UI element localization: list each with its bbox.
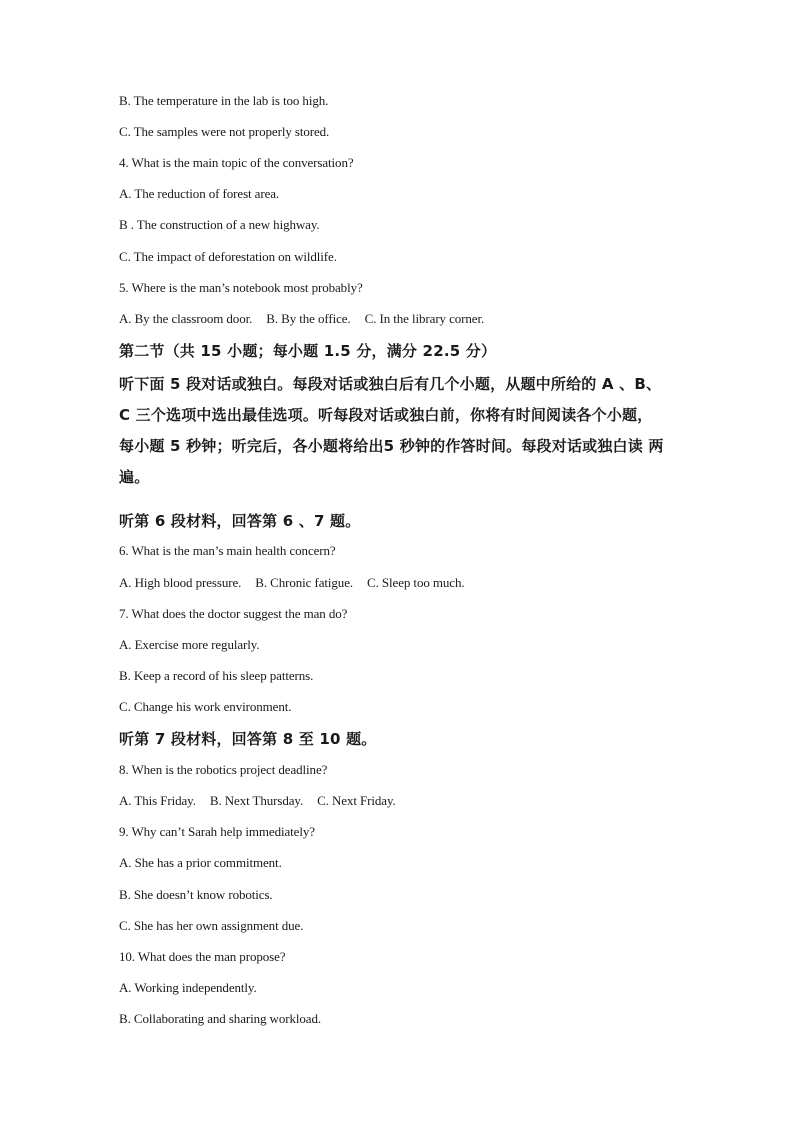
q8-option-b: B. Next Thursday. [209, 793, 304, 808]
q5-stem: 5. Where is the man’s notebook most probably? [119, 280, 363, 295]
q10-stem: 10. What does the man propose? [119, 949, 286, 964]
q8-option-a: A. This Friday. [119, 793, 196, 808]
passage6-heading: 听第 6 段材料，回答第 6 、7 题。 [119, 512, 361, 530]
q7-option-c: C. Change his work environment. [119, 699, 292, 714]
q9-option-c: C. She has her own assignment due. [119, 918, 304, 933]
q7-option-a: A. Exercise more regularly. [119, 637, 260, 652]
q9-option-a: A. She has a prior commitment. [119, 855, 282, 870]
q6-option-a: A. High blood pressure. [119, 575, 242, 590]
q10-option-b: B. Collaborating and sharing workload. [119, 1011, 321, 1026]
q7-stem: 7. What does the doctor suggest the man do? [119, 606, 348, 621]
q3-option-b: B. The temperature in the lab is too high. [119, 93, 329, 108]
q5-options [119, 311, 484, 327]
q5-option-c: C. In the library corner. [364, 311, 485, 326]
section2-instructions-line-4: 遍。 [119, 468, 150, 486]
q8-stem: 8. When is the robotics project deadline? [119, 762, 328, 777]
q4-stem: 4. What is the main topic of the conversation? [119, 155, 354, 170]
q8-options [119, 793, 396, 809]
q8-option-c: C. Next Friday. [317, 793, 396, 808]
q5-option-a: A. By the classroom door. [119, 311, 253, 326]
q9-option-b: B. She doesn’t know robotics. [119, 887, 273, 902]
section2-instructions-line-2: C 三个选项中选出最佳选项。听每段对话或独白前，你将有时间阅读各个小题， [119, 406, 653, 424]
q3-option-c: C. The samples were not properly stored. [119, 124, 330, 139]
section2-instructions-line-1: 听下面 5 段对话或独白。每段对话或独白后有几个小题，从题中所给的 A 、B、 [119, 375, 662, 393]
section2-heading: 第二节（共 15 小题；每小题 1.5 分，满分 22.5 分） [119, 342, 497, 360]
q6-option-c: C. Sleep too much. [367, 575, 465, 590]
passage7-heading: 听第 7 段材料，回答第 8 至 10 题。 [119, 730, 377, 748]
q9-stem: 9. Why can’t Sarah help immediately? [119, 824, 315, 839]
q6-stem: 6. What is the man’s main health concern? [119, 543, 336, 558]
q4-option-b: B . The construction of a new highway. [119, 217, 320, 232]
q5-option-b: B. By the office. [266, 311, 351, 326]
q6-options [119, 575, 465, 591]
q4-option-c: C. The impact of deforestation on wildlife. [119, 249, 337, 264]
q6-option-b: B. Chronic fatigue. [255, 575, 354, 590]
section2-instructions-line-3: 每小题 5 秒钟；听完后，各小题将给出5 秒钟的作答时间。每段对话或独白读 两 [119, 437, 664, 455]
q4-option-a: A. The reduction of forest area. [119, 186, 280, 201]
q10-option-a: A. Working independently. [119, 980, 257, 995]
q7-option-b: B. Keep a record of his sleep patterns. [119, 668, 314, 683]
